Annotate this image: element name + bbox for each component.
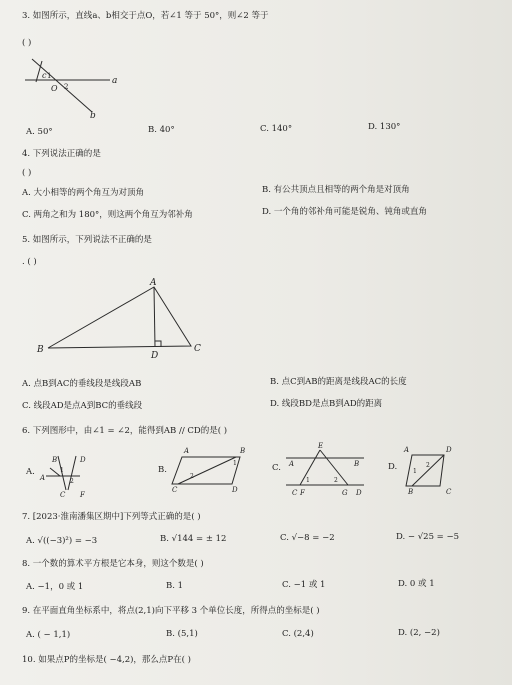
svg-text:D: D (356, 489, 362, 497)
svg-text:E: E (318, 442, 324, 450)
label-C: C (194, 344, 201, 354)
label-o: O (51, 84, 58, 93)
svg-text:C: C (172, 486, 178, 494)
svg-text:B: B (354, 460, 360, 468)
label-b: b (90, 111, 96, 121)
q4-stem: 4. 下列说法正确的是 (22, 149, 101, 159)
svg-text:A: A (289, 460, 295, 468)
q7-option-b: B. √144 = ± 12 (160, 534, 227, 544)
q8-stem: 8. 一个数的算术平方根是它本身，则这个数是( ) (22, 559, 204, 569)
q3-option-b: B. 40° (148, 125, 175, 135)
q3-option-c: C. 140° (260, 124, 293, 134)
q4-option-d: D. 一个角的邻补角可能是锐角、钝角或直角 (262, 207, 427, 217)
svg-text:C: C (292, 489, 298, 497)
q8-option-a: A. −1，0 或 1 (26, 582, 84, 592)
label-A: A (150, 278, 157, 288)
q6-figure-a (39, 456, 86, 499)
q9-option-a: A. ( − 1,1) (26, 630, 71, 640)
q10-stem: 10. 如果点P的坐标是( −4,2)，那么点P在( ) (22, 655, 191, 665)
q6-option-b: B. (158, 465, 167, 475)
q6-figure-b (172, 447, 245, 494)
q9-option-c: C. (2,4) (282, 629, 314, 639)
q7-stem: 7. [2023·淮南潘集区期中]下列等式正确的是( ) (22, 512, 201, 522)
svg-text:F: F (80, 491, 85, 499)
q5-option-a: A. 点B到AC的垂线段是线段AB (22, 379, 142, 389)
q9-option-b: B. (5,1) (166, 629, 198, 639)
q8-option-d: D. 0 或 1 (398, 579, 435, 589)
svg-text:A: A (184, 447, 190, 455)
svg-text:1: 1 (413, 468, 417, 475)
label-a: a (112, 76, 118, 86)
label-c: c (42, 71, 47, 80)
label-D: D (151, 351, 159, 361)
q6-option-d: D. (388, 462, 398, 472)
svg-text:C: C (60, 491, 66, 499)
q8-option-b: B. 1 (166, 581, 184, 591)
q6-stem: 6. 下列图形中，由∠1 = ∠2，能得到AB // CD的是( ) (22, 426, 228, 436)
q7-option-a: A. √((−3)²) = −3 (26, 536, 98, 546)
svg-text:B: B (240, 447, 246, 455)
svg-text:2: 2 (334, 477, 338, 484)
q4-option-a: A. 大小相等的两个角互为对顶角 (22, 188, 145, 198)
q5-stem: 5. 如图所示，下列说法不正确的是 (22, 235, 152, 245)
svg-text:2: 2 (426, 462, 430, 469)
svg-text:D: D (80, 456, 86, 464)
q4-option-c: C. 两角之和为 180°，则这两个角互为邻补角 (22, 210, 193, 220)
q4-option-b: B. 有公共顶点且相等的两个角是对顶角 (262, 185, 410, 195)
q5-option-d: D. 线段BD是点B到AD的距离 (270, 399, 383, 409)
q5-paren: . ( ) (22, 257, 37, 267)
svg-text:1: 1 (306, 477, 310, 484)
q3-option-a: A. 50° (26, 127, 53, 137)
svg-text:2: 2 (190, 473, 194, 480)
q3-stem: 3. 如图所示，直线a、b相交于点O，若∠1 等于 50°，则∠2 等于 (22, 11, 269, 21)
label-B: B (37, 345, 44, 355)
svg-text:A: A (404, 446, 410, 454)
svg-text:A: A (40, 474, 46, 482)
q3-paren: ( ) (22, 38, 32, 48)
svg-text:G: G (342, 489, 348, 497)
q6-option-a: A. (26, 467, 35, 477)
angle-1-label: 1 (47, 72, 52, 80)
q5-option-b: B. 点C到AB的距离是线段AC的长度 (270, 377, 407, 387)
q9-option-d: D. (2, −2) (398, 628, 440, 638)
q6-figure-d (403, 446, 452, 496)
q6-option-c: C. (272, 463, 281, 473)
q8-option-c: C. −1 或 1 (282, 580, 326, 590)
svg-text:F: F (300, 489, 305, 497)
svg-text:B: B (408, 488, 414, 496)
q4-paren: ( ) (22, 168, 32, 178)
svg-text:B: B (52, 456, 58, 464)
angle-2-label: 2 (64, 83, 69, 91)
q5-option-c: C. 线段AD是点A到BC的垂线段 (22, 401, 143, 411)
q3-option-d: D. 130° (368, 122, 401, 132)
q9-stem: 9. 在平面直角坐标系中，将点(2,1)向下平移 3 个单位长度，所得点的坐标是( ) (22, 606, 320, 616)
svg-text:1: 1 (60, 467, 64, 474)
q7-option-c: C. √−8 = −2 (280, 533, 335, 543)
svg-text:1: 1 (233, 460, 237, 467)
svg-text:2: 2 (70, 478, 74, 485)
q6-figure-c (286, 442, 364, 497)
svg-text:D: D (446, 446, 452, 454)
q7-option-d: D. − √25 = −5 (396, 532, 460, 542)
svg-text:C: C (446, 488, 452, 496)
svg-text:D: D (232, 486, 238, 494)
